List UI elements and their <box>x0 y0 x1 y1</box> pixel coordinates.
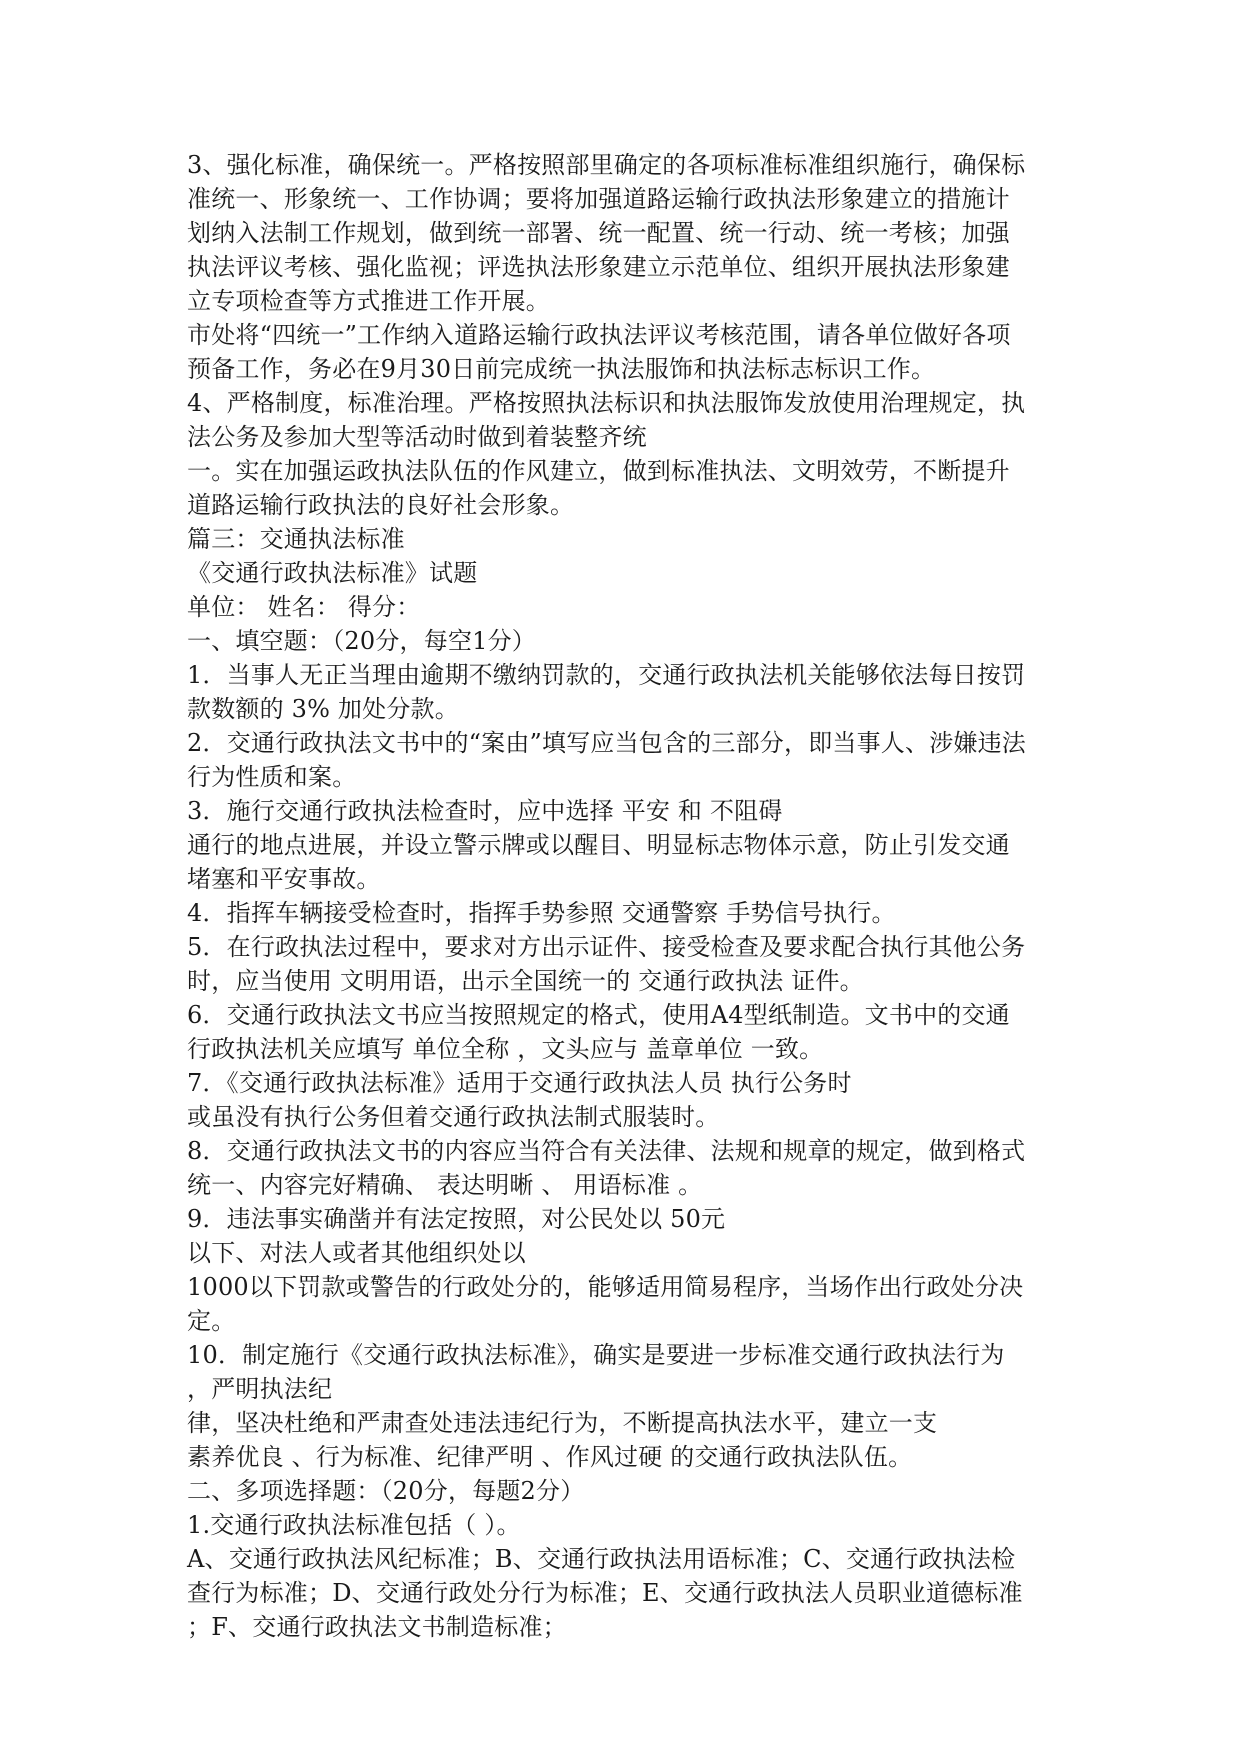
text-line: 7．《交通行政执法标准》适用于交通行政执法人员 执行公务时 <box>187 1069 852 1097</box>
text-line: 3、强化标准，确保统一。严格按照部里确定的各项标准标准组织施行，确保标 <box>187 151 1026 179</box>
text-line: 5．在行政执法过程中，要求对方出示证件、接受检查及要求配合执行其他公务 <box>187 933 1026 961</box>
text-line: 款数额的 3% 加处分款。 <box>187 695 459 723</box>
text-line: 道路运输行政执法的良好社会形象。 <box>187 491 575 519</box>
text-line: 素养优良 、行为标准、纪律严明 、作风过硬 的交通行政执法队伍。 <box>187 1443 913 1471</box>
text-line: 或虽没有执行公务但着交通行政执法制式服装时。 <box>187 1103 720 1131</box>
text-line: ；F、交通行政执法文书制造标准； <box>187 1613 567 1641</box>
text-line: 6．交通行政执法文书应当按照规定的格式，使用A4型纸制造。文书中的交通 <box>187 1001 1010 1029</box>
text-line: 以下、对法人或者其他组织处以 <box>187 1239 526 1267</box>
text-line: 3．施行交通行政执法检查时，应中选择 平安 和 不阻碍 <box>187 797 783 825</box>
text-line: 8．交通行政执法文书的内容应当符合有关法律、法规和规章的规定，做到格式 <box>187 1137 1026 1165</box>
text-line: 一。实在加强运政执法队伍的作风建立，做到标准执法、文明效劳，不断提升 <box>187 457 1010 485</box>
text-line: 执法评议考核、强化监视；评选执法形象建立示范单位、组织开展执法形象建 <box>187 253 1010 281</box>
document-page <box>187 148 1057 1644</box>
text-line: 1.交通行政执法标准包括（ ）。 <box>187 1511 521 1539</box>
text-line: 预备工作，务必在9月30日前完成统一执法服饰和执法标志标识工作。 <box>187 355 936 383</box>
section-heading: 篇三：交通执法标准 <box>187 525 405 553</box>
text-line: 划纳入法制工作规划，做到统一部署、统一配置、统一行动、统一考核；加强 <box>187 219 1010 247</box>
text-line: 定。 <box>187 1307 236 1335</box>
text-line: 10．制定施行《交通行政执法标准》，确实是要进一步标准交通行政执法行为 <box>187 1341 1005 1369</box>
text-line: 9．违法事实确凿并有法定按照，对公民处以 50元 <box>187 1205 726 1233</box>
text-line: 4．指挥车辆接受检查时，指挥手势参照 交通警察 手势信号执行。 <box>187 899 896 927</box>
text-line: 查行为标准；D、交通行政处分行为标准；E、交通行政执法人员职业道德标准 <box>187 1579 1023 1607</box>
question-section-heading: 一、填空题：（20分，每空1分） <box>187 627 537 655</box>
text-line: 行为性质和案。 <box>187 763 357 791</box>
exam-title: 《交通行政执法标准》试题 <box>187 559 478 587</box>
text-line: A、交通行政执法风纪标准；B、交通行政执法用语标准；C、交通行政执法检 <box>187 1545 1016 1573</box>
text-line: 2．交通行政执法文书中的“案由”填写应当包含的三部分，即当事人、涉嫌违法 <box>187 729 1027 757</box>
text-line: 行政执法机关应填写 单位全称 ，文头应与 盖章单位 一致。 <box>187 1035 824 1063</box>
text-line: 市处将“四统一”工作纳入道路运输行政执法评议考核范围，请各单位做好各项 <box>187 321 1011 349</box>
text-line: 时，应当使用 文明用语，出示全国统一的 交通行政执法 证件。 <box>187 967 864 995</box>
text-line: 4、严格制度，标准治理。严格按照执法标识和执法服饰发放使用治理规定，执 <box>187 389 1026 417</box>
text-line: 律，坚决杜绝和严肃查处违法违纪行为，不断提高执法水平，建立一支 <box>187 1409 938 1437</box>
text-line: 通行的地点进展，并设立警示牌或以醒目、明显标志物体示意，防止引发交通 <box>187 831 1010 859</box>
text-line: 堵塞和平安事故。 <box>187 865 381 893</box>
text-line: 1000以下罚款或警告的行政处分的，能够适用简易程序，当场作出行政处分决 <box>187 1273 1024 1301</box>
text-line: ，严明执法纪 <box>187 1375 333 1403</box>
text-line: 准统一、形象统一、工作协调；要将加强道路运输行政执法形象建立的措施计 <box>187 185 1010 213</box>
exam-header-fields: 单位： 姓名： 得分： <box>187 593 421 621</box>
text-line: 立专项检查等方式推进工作开展。 <box>187 287 550 315</box>
text-line: 1．当事人无正当理由逾期不缴纳罚款的，交通行政执法机关能够依法每日按罚 <box>187 661 1026 689</box>
text-line: 统一、内容完好精确、 表达明晰 、 用语标准 。 <box>187 1171 703 1199</box>
question-section-heading: 二、多项选择题：（20分，每题2分） <box>187 1477 585 1505</box>
text-line: 法公务及参加大型等活动时做到着装整齐统 <box>187 423 647 451</box>
